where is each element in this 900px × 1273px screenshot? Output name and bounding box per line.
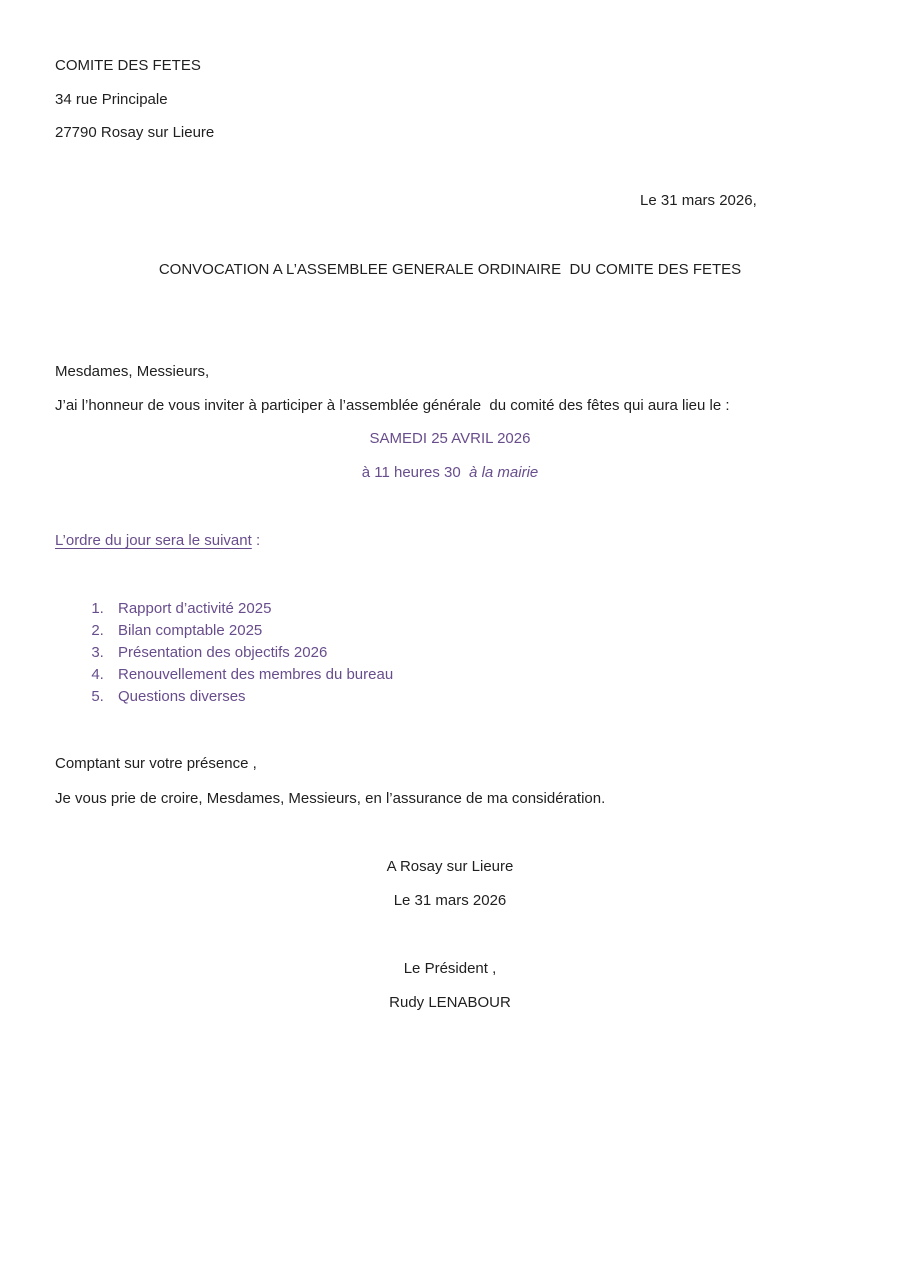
agenda-heading-colon: : xyxy=(251,532,261,549)
signature-role: Le Président , xyxy=(403,960,497,977)
agenda-item: 2. Bilan comptable 2025 xyxy=(108,620,393,642)
agenda-item: 5. Questions diverses xyxy=(108,686,393,708)
agenda-item: 4. Renouvellement des membres du bureau xyxy=(108,664,393,686)
agenda-heading-text: L’ordre du jour sera le suivant xyxy=(55,532,252,549)
letter-date: Le 31 mars 2026, xyxy=(640,192,757,209)
event-date: SAMEDI 25 AVRIL 2026 xyxy=(369,430,531,447)
salutation: Mesdames, Messieurs, xyxy=(55,363,210,380)
signature-date: Le 31 mars 2026 xyxy=(393,892,507,909)
event-place: à la mairie xyxy=(464,464,539,481)
sender-name: COMITE DES FETES xyxy=(55,57,201,74)
event-time: à 11 heures 30 xyxy=(361,464,465,481)
agenda-item: 3. Présentation des objectifs 2026 xyxy=(108,642,393,664)
agenda-list xyxy=(55,598,393,708)
event-time-place xyxy=(55,464,845,483)
sender-address2: 27790 Rosay sur Lieure xyxy=(55,124,215,141)
intro-paragraph: J’ai l’honneur de vous inviter à participer à l’assemblée générale du comité des fêtes qui aura lieu le : xyxy=(55,397,730,414)
sender-address1: 34 rue Principale xyxy=(55,91,168,108)
signature-place: A Rosay sur Lieure xyxy=(386,858,514,875)
agenda-item: 1. Rapport d’activité 2025 xyxy=(108,598,393,620)
closing-line2: Je vous prie de croire, Mesdames, Messieurs, en l’assurance de ma considération. xyxy=(55,790,606,807)
signature-name: Rudy LENABOUR xyxy=(389,994,511,1011)
closing-line1: Comptant sur votre présence , xyxy=(55,755,257,772)
agenda-heading xyxy=(55,532,845,551)
letter-title: CONVOCATION A L’ASSEMBLEE GENERALE ORDINAIRE DU COMITE DES FETES xyxy=(158,261,742,278)
